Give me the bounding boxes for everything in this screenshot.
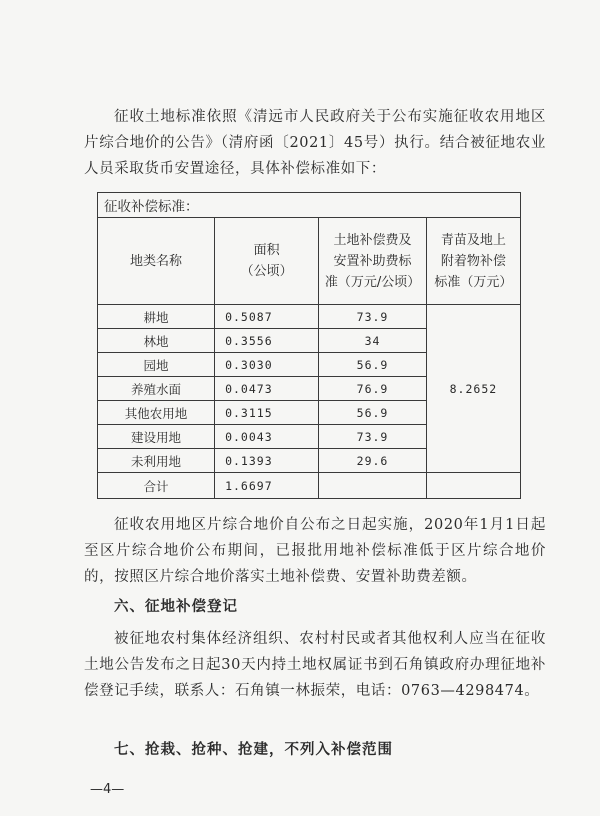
section-heading-exclusion: 七、抢栽、抢种、抢建，不列入补偿范围 [114,742,393,758]
header-land-compensation-rate: 土地补偿费及 安置补助费标 准（万元/公顷） [319,218,427,305]
land-type-cell: 林地 [98,329,215,353]
header-area: 面积 （公顷） [215,218,319,305]
total-area-cell: 1.6697 [215,473,319,499]
crop-compensation-cell: 8.2652 [426,305,520,473]
compensation-table [97,192,521,499]
section-heading-registration: 六、征地补偿登记 [114,599,238,615]
page-number: —4— [90,782,125,797]
paragraph-compensation-basis: 征收土地标准依照《清远市人民政府关于公布实施征收农用地区片综合地价的公告》（清府函〔2021〕45号）执行。结合被征地农业人员采取货币安置途径，具体补偿标准如下： [84,109,546,177]
header-crop-compensation: 青苗及地上 附着物补偿 标准（万元） [426,218,520,305]
table-row [98,305,521,329]
land-type-cell: 耕地 [98,305,215,329]
rate-cell: 73.9 [319,425,427,449]
area-cell: 0.5087 [215,305,319,329]
area-cell: 0.1393 [215,449,319,473]
rate-cell: 56.9 [319,401,427,425]
total-label-cell: 合计 [98,473,215,499]
rate-cell: 73.9 [319,305,427,329]
land-type-cell: 园地 [98,353,215,377]
rate-cell: 56.9 [319,353,427,377]
header-land-type: 地类名称 [98,218,215,305]
empty-cell [319,473,427,499]
land-type-cell: 建设用地 [98,425,215,449]
table-caption: 征收补偿标准： [98,193,521,218]
land-type-cell: 其他农用地 [98,401,215,425]
rate-cell: 29.6 [319,449,427,473]
rate-cell: 34 [319,329,427,353]
table-total-row [98,473,521,499]
paragraph-implementation: 征收农用地区片综合地价自公布之日起实施，2020年1月1日起至区片综合地价公布期间，已报批用地补偿标准低于区片综合地价的，按照区片综合地价落实土地补偿费、安置补助费差额。 [84,517,546,585]
land-type-cell: 养殖水面 [98,377,215,401]
paragraph-registration: 被征地农村集体经济组织、农村村民或者其他权利人应当在征收土地公告发布之日起30天内持土地权属证书到石角镇政府办理征地补偿登记手续，联系人：石角镇一林振荣，电话：0763—4298474。 [84,631,546,699]
land-type-cell: 未利用地 [98,449,215,473]
area-cell: 0.3115 [215,401,319,425]
empty-cell [426,473,520,499]
area-cell: 0.0043 [215,425,319,449]
area-cell: 0.3556 [215,329,319,353]
rate-cell: 76.9 [319,377,427,401]
area-cell: 0.0473 [215,377,319,401]
area-cell: 0.3030 [215,353,319,377]
